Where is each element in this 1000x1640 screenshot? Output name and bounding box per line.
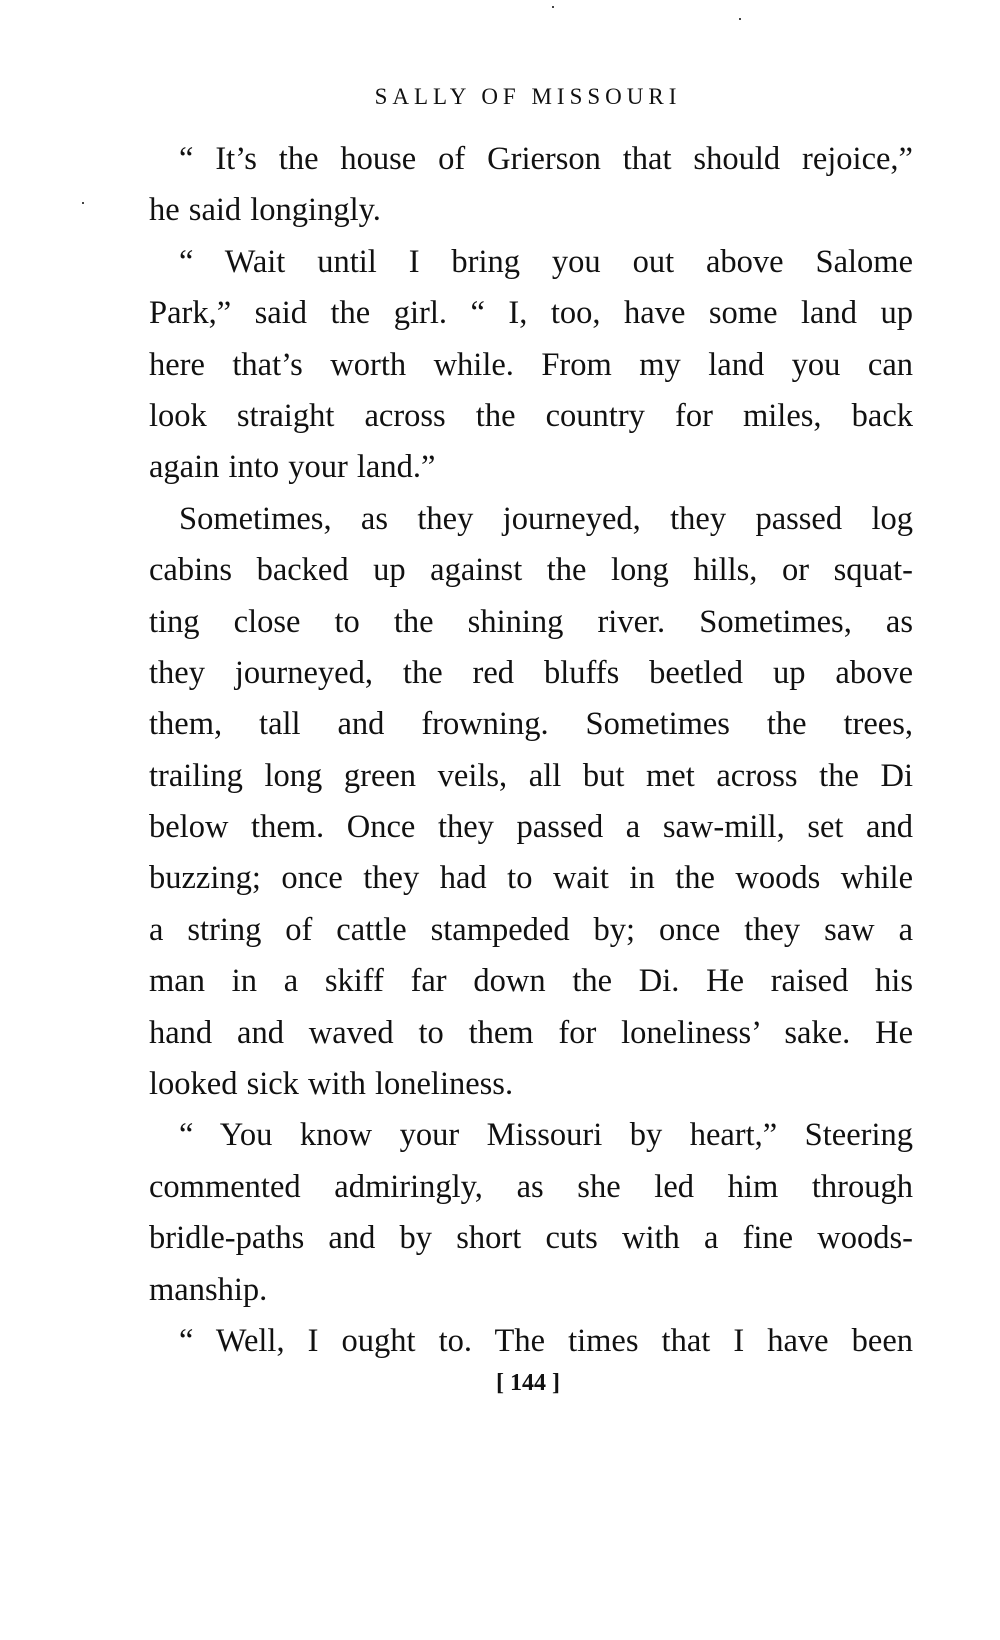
text-line: Sometimes, as they journeyed, they passed log xyxy=(179,500,913,537)
text-line: cabins backed up against the long hills, or squat- xyxy=(149,552,913,589)
text-line: below them. Once they passed a saw-mill, set and xyxy=(149,809,913,846)
running-header: SALLY OF MISSOURI xyxy=(374,84,682,109)
text-line: commented admiringly, as she led him through xyxy=(149,1168,913,1205)
scan-speck xyxy=(82,202,84,204)
text-line: “ Wait until I bring you out above Salome xyxy=(179,243,913,280)
text-line: bridle-paths and by short cuts with a fine woods- xyxy=(149,1220,913,1257)
text-line: man in a skiff far down the Di. He raised his xyxy=(149,963,913,1000)
text-line: look straight across the country for miles, back xyxy=(149,397,913,434)
text-line: looked sick with loneliness. xyxy=(149,1066,514,1103)
text-line: here that’s worth while. From my land you can xyxy=(149,346,913,383)
text-line: they journeyed, the red bluffs beetled up above xyxy=(149,654,913,691)
scan-speck xyxy=(739,18,741,20)
text-line: “ It’s the house of Grierson that should rejoice,” xyxy=(179,141,913,177)
text-line: them, tall and frowning. Sometimes the trees, xyxy=(149,706,913,743)
text-line: Park,” said the girl. “ I, too, have some land up xyxy=(149,295,913,332)
text-line: a string of cattle stampeded by; once they saw a xyxy=(149,911,913,948)
body-text xyxy=(149,134,913,1367)
page-number: [ 144 ] xyxy=(496,1370,560,1396)
text-line: he said longingly. xyxy=(149,192,381,229)
text-line: manship. xyxy=(149,1271,268,1308)
text-line: “ Well, I ought to. The times that I have been xyxy=(179,1322,913,1359)
text-line: ting close to the shining river. Sometimes, as xyxy=(149,603,913,640)
text-line: trailing long green veils, all but met across the Di xyxy=(149,757,913,794)
text-line: hand and waved to them for loneliness’ sake. He xyxy=(149,1014,913,1051)
scan-speck xyxy=(552,6,554,8)
text-line: again into your land.” xyxy=(149,449,436,486)
text-line: buzzing; once they had to wait in the woods while xyxy=(149,860,913,897)
text-line: “ You know your Missouri by heart,” Steering xyxy=(179,1117,913,1154)
